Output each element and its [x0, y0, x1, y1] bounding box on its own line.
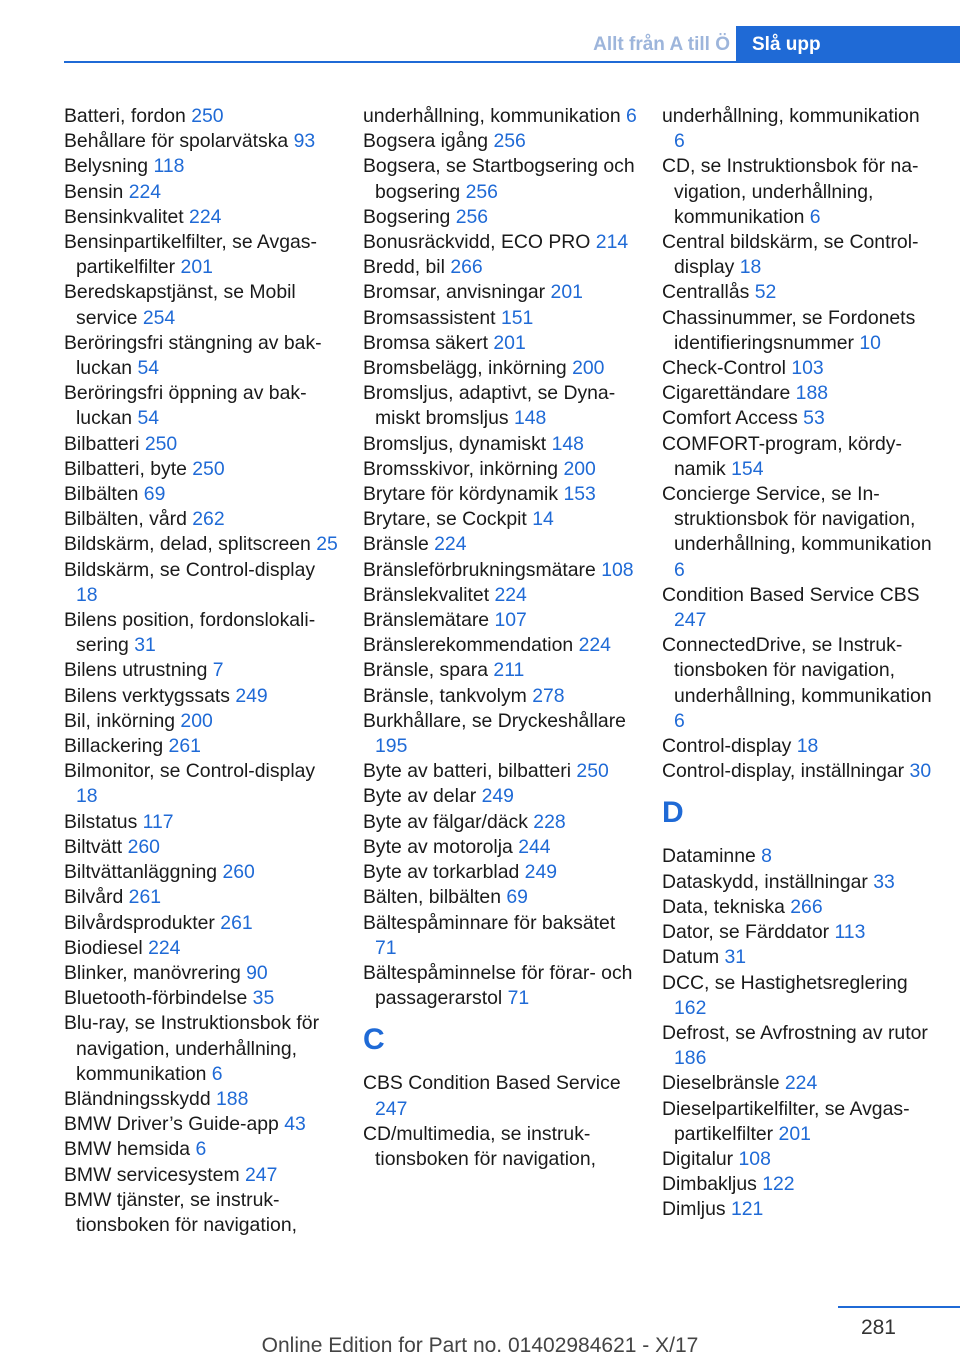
index-entry [363, 684, 638, 709]
index-entry [662, 1172, 932, 1197]
index-entry [662, 971, 932, 1021]
index-entry [363, 633, 638, 658]
index-entry-text: underhållning, kommunikation [662, 105, 920, 127]
index-entry [64, 1163, 339, 1188]
index-entry [64, 986, 339, 1011]
page-link[interactable]: 108 [601, 558, 634, 581]
page-link[interactable]: 266 [450, 256, 483, 279]
edition-footer: Online Edition for Part no. 01402984621 - X/17 [261, 1334, 699, 1357]
page-link[interactable]: 6 [211, 1062, 223, 1085]
page-link[interactable]: 224 [434, 533, 467, 556]
index-column-2 [363, 104, 638, 1172]
index-entry-text: Bensinkvalitet [64, 205, 190, 228]
index-entry-text: Bonusräckvidd, ECO PRO [363, 231, 596, 254]
page-link[interactable]: 260 [127, 835, 160, 858]
index-entry-text: Bältespåminnare för baksätet [363, 911, 616, 934]
index-entry-text: Bilvård [64, 886, 129, 909]
index-entry-text: Central bildskärm, se Control-display [662, 231, 919, 279]
index-entry-text: Bältespåminnelse för förar- och passagerarstol [363, 961, 633, 1010]
index-entry [64, 1112, 339, 1137]
index-entry [363, 1071, 638, 1121]
index-entry-text: Behållare för spolarvätska [64, 130, 294, 153]
index-entry-text: Dator, se Färddator [662, 921, 835, 944]
index-entry [363, 961, 638, 1011]
page-link[interactable]: 250 [576, 760, 609, 783]
index-entry [662, 381, 932, 406]
index-entry-text: Bogsera, se Startbogsering och bogsering [363, 155, 635, 203]
index-entry [64, 154, 339, 179]
index-entry [363, 911, 638, 961]
index-entry [662, 870, 932, 895]
page-link[interactable]: 224 [189, 205, 222, 228]
page-link[interactable]: 153 [563, 483, 596, 506]
index-entry [64, 1188, 339, 1238]
index-entry [64, 230, 339, 280]
index-entry-text: Bildskärm, se Control-display [64, 558, 316, 581]
index-entry-text: Bilmonitor, se Control-display [64, 760, 316, 783]
index-entry-text: Bränslemätare [363, 609, 495, 632]
section-tab-label[interactable]: Slå upp [752, 34, 821, 55]
index-entry-text: Check-Control [662, 357, 792, 380]
index-entry [64, 759, 339, 809]
page-link[interactable]: 121 [730, 1198, 764, 1221]
page-link[interactable]: 256 [455, 205, 489, 228]
index-entry-text: Bromsskivor, inkörning [363, 457, 564, 480]
index-entry [363, 835, 638, 860]
index-entry-text: Bilbatteri [64, 432, 145, 455]
index-entry [363, 1122, 638, 1172]
index-entry [363, 255, 638, 280]
page-number: 281 [860, 1316, 896, 1339]
index-entry [363, 280, 638, 305]
page-link[interactable]: 6 [626, 105, 637, 127]
index-entry [64, 1087, 339, 1112]
index-entry [662, 432, 932, 482]
page-link[interactable]: 107 [494, 609, 527, 632]
index-entry-text: Bromsa säkert [363, 331, 494, 354]
index-letter-heading: C [363, 1023, 385, 1057]
index-entry-text: Bilvårdsprodukter [64, 911, 221, 934]
index-entry [64, 104, 339, 129]
page-link[interactable]: 108 [738, 1147, 771, 1170]
index-entry-text: Bromsbelägg, inkörning [363, 357, 573, 380]
index-entry [662, 734, 932, 759]
page-link[interactable]: 249 [481, 785, 514, 808]
page-link[interactable]: 18 [796, 735, 819, 758]
index-entry [363, 810, 638, 835]
index-entry [64, 507, 339, 532]
index-entry-text: Bogsera igång [363, 130, 494, 153]
page-link[interactable]: 200 [180, 709, 213, 732]
index-entry-text: Brytare, se Cockpit [363, 508, 533, 531]
page-link[interactable]: 118 [153, 155, 185, 178]
page-link[interactable]: 211 [493, 659, 525, 682]
index-entry-text: Bensinpartikelfilter, se Avgaspartikelfilter [64, 231, 317, 279]
index-entry-text: Bränslerekommendation [363, 634, 579, 657]
page-link[interactable]: 35 [252, 987, 275, 1010]
index-entry-text: Billackering [64, 735, 169, 758]
index-entry [363, 558, 638, 583]
index-entry [64, 835, 339, 860]
page-link[interactable]: 93 [293, 130, 316, 153]
index-entry [64, 280, 339, 330]
page-link[interactable]: 256 [493, 130, 526, 153]
index-entry [662, 1097, 932, 1147]
index-entry [363, 658, 638, 683]
page-link[interactable]: 18 [76, 785, 98, 808]
index-entry [363, 784, 638, 809]
index-entry [64, 608, 339, 658]
index-entry-text: Condition Based Service CBS [662, 583, 920, 606]
page-link[interactable]: 247 [375, 1097, 408, 1120]
index-entry [363, 381, 638, 431]
page-link[interactable]: 195 [375, 735, 408, 758]
index-entry [662, 1197, 932, 1222]
page-link[interactable]: 254 [142, 306, 176, 329]
page-link[interactable]: 33 [873, 870, 895, 893]
index-entry [64, 1011, 339, 1087]
page-link[interactable]: 103 [791, 357, 824, 380]
page-link[interactable]: 18 [76, 583, 98, 606]
page-link[interactable]: 148 [551, 432, 584, 455]
page-link[interactable]: 224 [578, 634, 611, 657]
index-entry [662, 633, 932, 734]
page-link[interactable]: 188 [795, 382, 829, 405]
index-entry [363, 532, 638, 557]
index-entry [363, 507, 638, 532]
page-link[interactable]: 228 [533, 810, 566, 833]
page-link[interactable]: 262 [192, 508, 225, 531]
page-link[interactable]: 201 [180, 256, 213, 279]
index-entry-text: Bilens utrustning [64, 659, 213, 682]
page-link[interactable]: 6 [809, 205, 821, 228]
index-entry-text: CD/multimedia, se instruktionsboken för navigation, [363, 1122, 596, 1170]
index-entry-text: Bildskärm, delad, splitscreen [64, 533, 317, 556]
page-link[interactable]: 117 [142, 810, 174, 833]
index-entry-text: Bilens position, fordonslokalisering [64, 609, 316, 657]
index-entry [64, 532, 339, 557]
page-link[interactable]: 188 [216, 1087, 249, 1110]
index-entry [363, 482, 638, 507]
index-entry-text: Concierge Service, se Instruktionsbok för navigation, underhållning, kommunikation [662, 483, 932, 556]
index-entry [662, 1021, 932, 1071]
index-entry-text: Bränsleförbrukningsmätare [363, 558, 602, 581]
index-entry-text: Dataminne [662, 845, 762, 868]
page-link[interactable]: 247 [245, 1163, 278, 1186]
page-link[interactable]: 261 [220, 911, 253, 934]
index-entry [64, 482, 339, 507]
page-link[interactable]: 6 [195, 1138, 207, 1161]
page-link[interactable]: 224 [494, 583, 527, 606]
page-link[interactable]: 224 [128, 180, 162, 203]
page-link[interactable]: 6 [674, 558, 685, 581]
page-link[interactable]: 224 [784, 1072, 818, 1095]
index-entry [64, 205, 339, 230]
page-link[interactable]: 54 [137, 407, 160, 430]
index-entry-text: Byte av fälgar/däck [363, 810, 534, 833]
page-link[interactable]: 261 [168, 735, 201, 758]
index-entry-text: Dimljus [662, 1198, 731, 1221]
index-entry-text: Bromsljus, adaptivt, se Dynamiskt bromsljus [363, 382, 616, 430]
index-entry [662, 104, 932, 154]
index-entry [64, 810, 339, 835]
page-link[interactable]: 200 [563, 457, 596, 480]
index-entry-text: Digitalur [662, 1147, 739, 1170]
index-entry-text: Data, tekniska [662, 895, 791, 918]
index-entry [363, 608, 638, 633]
index-entry-text: Biltvättanläggning [64, 861, 223, 884]
index-entry-text: Bil, inkörning [64, 709, 181, 732]
index-entry [64, 129, 339, 154]
page-link[interactable]: 201 [778, 1122, 811, 1145]
page-link[interactable]: 10 [859, 331, 881, 354]
index-entry [64, 936, 339, 961]
index-entry-text: Comfort Access [662, 407, 804, 430]
index-entry [64, 734, 339, 759]
index-entry [662, 945, 932, 970]
index-entry-text: Bogsering [363, 205, 456, 228]
index-entry [363, 860, 638, 885]
breadcrumb[interactable]: Allt från A till Ö [593, 34, 730, 55]
index-entry [363, 104, 638, 129]
index-entry-text: Centrallås [662, 281, 755, 304]
page-link[interactable]: 30 [909, 760, 932, 783]
page-link[interactable]: 214 [595, 231, 629, 254]
index-entry-text: Beröringsfri stängning av bakluckan [64, 331, 322, 380]
index-entry-text: Bluetooth-förbindelse [64, 987, 253, 1010]
page-link[interactable]: 201 [493, 331, 526, 354]
index-entry-text: COMFORT-program, kördynamik [662, 432, 902, 480]
page-link[interactable]: 7 [212, 659, 224, 682]
page-link[interactable]: 43 [284, 1113, 306, 1136]
page-link[interactable]: 90 [246, 961, 268, 984]
index-entry-text: Defrost, se Avfrostning av rutor [662, 1021, 928, 1044]
index-entry-text: CBS Condition Based Service [363, 1072, 621, 1095]
index-entry [363, 709, 638, 759]
page-link[interactable]: 162 [674, 996, 707, 1019]
index-entry-text: Bromsar, anvisningar [363, 281, 551, 304]
index-entry-text: Bilens verktygssats [64, 684, 236, 707]
index-entry-text: Cigarettändare [662, 382, 796, 405]
page-link[interactable]: 113 [834, 921, 866, 944]
index-entry-text: Beröringsfri öppning av bakluckan [64, 382, 307, 430]
index-entry [662, 482, 932, 583]
index-entry-text: Bländningsskydd [64, 1087, 216, 1110]
index-entry [363, 432, 638, 457]
index-entry [363, 230, 638, 255]
page-link[interactable]: 148 [513, 407, 547, 430]
index-entry-text: ConnectedDrive, se Instruktionsboken för navigation, underhållning, kommunikation [662, 634, 932, 707]
index-entry [662, 356, 932, 381]
page-link[interactable]: 261 [128, 886, 162, 909]
index-column-1 [64, 104, 339, 1238]
index-letter-heading: D [662, 796, 684, 830]
page-link[interactable]: 52 [754, 281, 777, 304]
page-link[interactable]: 201 [550, 281, 583, 304]
index-entry-text: Burkhållare, se Dryckeshållare [363, 709, 626, 732]
page-link[interactable]: 278 [532, 684, 565, 707]
index-entry [64, 381, 339, 431]
index-column-3 [662, 104, 932, 1223]
index-entry-text: Byte av torkarblad [363, 861, 525, 884]
page-link[interactable]: 69 [143, 483, 166, 506]
page-number-rule [838, 1306, 960, 1308]
index-entry [363, 885, 638, 910]
index-entry [64, 432, 339, 457]
index-entry [662, 844, 932, 869]
index-entry [363, 154, 638, 204]
index-entry [64, 885, 339, 910]
page-link[interactable]: 186 [674, 1047, 707, 1070]
page-link[interactable]: 224 [148, 936, 181, 959]
page-link[interactable]: 31 [724, 946, 747, 969]
index-entry [662, 1071, 932, 1096]
page-link[interactable]: 249 [235, 684, 268, 707]
index-entry [662, 920, 932, 945]
index-entry [363, 457, 638, 482]
page-link[interactable]: 69 [506, 886, 528, 909]
index-entry-text: Datum [662, 946, 725, 969]
page-link[interactable]: 256 [465, 180, 498, 203]
index-entry [662, 306, 932, 356]
index-entry-text: Batteri, fordon [64, 105, 192, 127]
index-entry [363, 129, 638, 154]
index-entry-text: CD, se Instruktionsbok för navigation, underhållning, kommunikation [662, 155, 919, 228]
index-entry-text: Bilbälten [64, 483, 144, 506]
index-entry [363, 306, 638, 331]
page-link[interactable]: 250 [192, 457, 225, 480]
page-link[interactable]: 249 [524, 861, 558, 884]
index-entry [363, 759, 638, 784]
page-link[interactable]: 18 [739, 256, 762, 279]
index-entry-text: Bromsljus, dynamiskt [363, 432, 552, 455]
index-entry-text: Dataskydd, inställningar [662, 870, 874, 893]
index-entry [662, 759, 932, 784]
page-link[interactable]: 25 [316, 533, 338, 556]
index-entry [64, 558, 339, 608]
index-entry-text: underhållning, kommunikation [363, 105, 627, 127]
page-link[interactable]: 71 [507, 987, 530, 1010]
index-entry-text: Dieselbränsle [662, 1072, 785, 1095]
page-link[interactable]: 151 [500, 306, 534, 329]
index-entry-text: BMW hemsida [64, 1138, 196, 1161]
index-entry [64, 911, 339, 936]
index-entry [363, 356, 638, 381]
page-link[interactable]: 154 [731, 457, 764, 480]
index-entry-text: Biltvätt [64, 835, 128, 858]
index-entry-text: Beredskapstjänst, se Mobil service [64, 281, 296, 329]
index-entry-text: Bränslekvalitet [363, 583, 495, 606]
page-link[interactable]: 244 [518, 835, 551, 858]
index-entry [662, 280, 932, 305]
index-entry-text: Belysning [64, 155, 154, 178]
index-entry [64, 961, 339, 986]
page-link[interactable]: 122 [762, 1173, 795, 1196]
index-entry-text: Control-display [662, 735, 797, 758]
page-link[interactable]: 250 [191, 105, 224, 127]
index-entry-text: Blu-ray, se Instruktionsbok för navigation, underhållning, kommunikation [64, 1012, 320, 1085]
page-link[interactable]: 260 [222, 861, 255, 884]
index-entry [662, 895, 932, 920]
index-entry-text: Dieselpartikelfilter, se Avgaspartikelfilter [662, 1097, 910, 1145]
index-entry [64, 860, 339, 885]
page-link[interactable]: 200 [572, 357, 605, 380]
page-link[interactable]: 8 [761, 845, 772, 868]
page-link[interactable]: 6 [674, 130, 685, 153]
index-entry [662, 154, 932, 230]
page-link[interactable]: 53 [803, 407, 825, 430]
index-entry [363, 331, 638, 356]
index-entry-text: Byte av delar [363, 785, 482, 808]
index-entry-text: Brytare för kördynamik [363, 483, 564, 506]
index-entry [64, 658, 339, 683]
page-link[interactable]: 31 [134, 634, 156, 657]
index-entry [64, 709, 339, 734]
index-entry-text: Dimbakljus [662, 1173, 763, 1196]
index-entry [363, 583, 638, 608]
index-entry [64, 331, 339, 381]
index-entry-text: Bromsassistent [363, 306, 501, 329]
index-entry-text: Control-display, inställningar [662, 760, 910, 783]
index-entry-text: Chassinummer, se Fordonets identifieringsnummer [662, 306, 916, 354]
index-entry-text: Biodiesel [64, 936, 149, 959]
index-entry-text: Bilbatteri, byte [64, 457, 193, 480]
index-entry-text: BMW Driver’s Guide-app [64, 1113, 285, 1136]
page-link[interactable]: 14 [532, 508, 554, 531]
index-entry [363, 205, 638, 230]
index-entry-text: Bilbälten, vård [64, 508, 193, 531]
index-entry [64, 684, 339, 709]
index-entry-text: Bilstatus [64, 810, 143, 833]
page-link[interactable]: 6 [674, 709, 685, 732]
index-entry-text: Bränsle [363, 533, 435, 556]
index-entry [662, 406, 932, 431]
page-link[interactable]: 266 [790, 895, 823, 918]
index-entry-text: Bränsle, spara [363, 659, 494, 682]
index-entry [64, 180, 339, 205]
index-entry [662, 230, 932, 280]
index-entry [64, 457, 339, 482]
index-entry-text: Bredd, bil [363, 256, 451, 279]
index-entry [64, 1137, 339, 1162]
index-entry-text: Blinker, manövrering [64, 961, 247, 984]
index-entry-text: Bensin [64, 180, 129, 203]
index-entry-text: BMW tjänster, se instruktionsboken för navigation, [64, 1188, 297, 1236]
index-entry-text: Bälten, bilbälten [363, 886, 507, 909]
index-entry [662, 1147, 932, 1172]
page-link[interactable]: 71 [375, 936, 397, 959]
page-link[interactable]: 250 [144, 432, 178, 455]
index-entry-text: BMW servicesystem [64, 1163, 245, 1186]
index-entry-text: Byte av batteri, bilbatteri [363, 760, 577, 783]
page-link[interactable]: 247 [674, 609, 707, 632]
index-entry-text: Byte av motorolja [363, 835, 519, 858]
page-link[interactable]: 54 [137, 357, 160, 380]
index-entry-text: DCC, se Hastighetsreglering [662, 971, 908, 994]
index-entry-text: Bränsle, tankvolym [363, 684, 533, 707]
index-entry [662, 583, 932, 633]
